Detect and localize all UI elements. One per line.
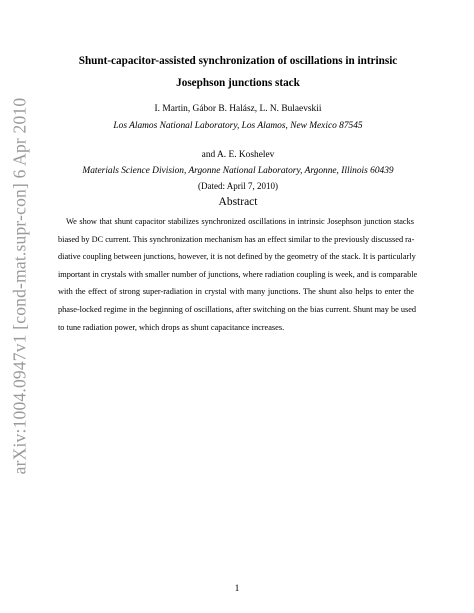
abstract-line: with the effect of strong super-radiation in crystal with many junctions. The shunt also helps to enter the xyxy=(58,287,414,297)
abstract-line: to tune radiation power, which drops as shunt capacitance increases. xyxy=(58,322,285,332)
abstract-line: important in crystals with smaller number of junctions, where radiation coupling is week, and is comparable xyxy=(58,269,418,279)
arxiv-sidebar-stamp xyxy=(0,0,40,613)
abstract-body xyxy=(58,213,418,336)
abstract-line: biased by DC current. This synchronization mechanism has an effect similar to the previously discussed ra- xyxy=(58,234,415,244)
arxiv-identifier: arXiv:1004.0947v1 [cond-mat.supr-con] 6 Apr 2010 xyxy=(9,97,30,475)
abstract-line: We show that shunt capacitor stabilizes synchronized oscillations in intrinsic Josephson junction stacks xyxy=(66,217,414,226)
affiliation-1: Los Alamos National Laboratory, Los Alamos, New Mexico 87545 xyxy=(113,121,363,131)
paper-title-line-1: Shunt-capacitor-assisted synchronization of oscillations in intrinsic xyxy=(78,55,398,67)
page-number: 1 xyxy=(234,584,240,594)
author-list-1: I. Martin, Gábor B. Halász, L. N. Bulaevskii xyxy=(154,104,322,114)
abstract-heading: Abstract xyxy=(218,196,258,208)
dated-line: (Dated: April 7, 2010) xyxy=(198,181,278,191)
affiliation-2: Materials Science Division, Argonne National Laboratory, Argonne, Illinois 60439 xyxy=(82,166,394,176)
author-list-2: and A. E. Koshelev xyxy=(201,150,275,160)
paper-title-line-2: Josephson junctions stack xyxy=(176,77,300,89)
abstract-line: phase-locked regime in the beginning of oscillations, after switching on the bias current. Shunt may be used xyxy=(58,304,417,314)
abstract-line: diative coupling between junctions, however, it is not defined by the geometry of the stack. It is particularly xyxy=(58,252,416,262)
